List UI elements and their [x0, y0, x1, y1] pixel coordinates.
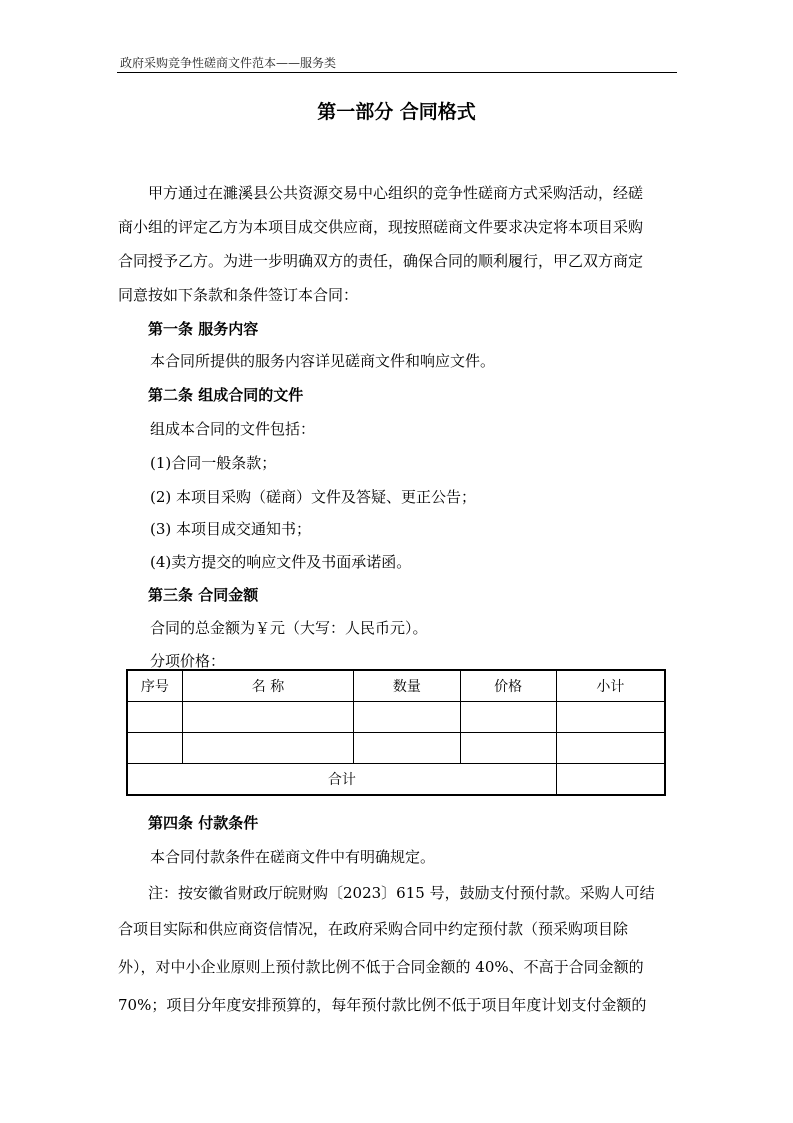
table-cell [182, 733, 354, 764]
article-2-item-4: (4)卖方提交的响应文件及书面承诺函。 [150, 553, 412, 571]
table-cell [556, 733, 665, 764]
article-4-note-line-3: 外），对中小企业原则上预付款比例不低于合同金额的 40%、不高于合同金额的 [118, 958, 644, 976]
table-total-row [127, 764, 665, 796]
table-header-cell: 序号 [127, 670, 182, 702]
intro-line-2: 商小组的评定乙方为本项目成交供应商，现按照磋商文件要求决定将本项目采购 [118, 218, 644, 236]
intro-line-1: 甲方通过在濉溪县公共资源交易中心组织的竞争性磋商方式采购活动，经磋 [148, 184, 644, 202]
table-row [127, 733, 665, 764]
intro-line-4: 同意按如下条款和条件签订本合同： [118, 286, 359, 304]
price-table [126, 669, 666, 796]
article-3-amount: 合同的总金额为￥元（大写：人民币元）。 [150, 619, 428, 637]
article-2-heading: 第二条 组成合同的文件 [148, 386, 304, 404]
table-header-row [127, 670, 665, 702]
article-1-heading: 第一条 服务内容 [148, 320, 259, 338]
article-4-heading: 第四条 付款条件 [148, 814, 259, 832]
table-cell [460, 733, 556, 764]
header-title: 政府采购竞争性磋商文件范本——服务类 [120, 56, 337, 70]
table-total-label: 合计 [127, 764, 556, 796]
article-4-note-line-1: 注：按安徽省财政厅皖财购〔2023〕615 号，鼓励支付预付款。采购人可结 [148, 884, 655, 902]
table-cell [556, 702, 665, 733]
article-4-note-line-2: 合项目实际和供应商资信情况，在政府采购合同中约定预付款（预采购项目除 [118, 920, 629, 938]
article-2-item-3: (3) 本项目成交通知书； [150, 520, 312, 538]
table-header-cell: 数量 [354, 670, 460, 702]
article-2-intro: 组成本合同的文件包括： [150, 420, 316, 438]
table-row [127, 702, 665, 733]
table-cell [354, 733, 460, 764]
table-cell [127, 733, 182, 764]
header-rule [117, 72, 677, 73]
article-2-item-1: (1)合同一般条款； [150, 454, 277, 472]
table-cell [354, 702, 460, 733]
table-header-cell: 价格 [460, 670, 556, 702]
article-3-itemized-label: 分项价格： [150, 652, 226, 670]
table-cell [460, 702, 556, 733]
article-4-note-line-4: 70%；项目分年度安排预算的，每年预付款比例不低于项目年度计划支付金额的 [118, 996, 647, 1014]
article-1-text: 本合同所提供的服务内容详见磋商文件和响应文件。 [150, 352, 496, 370]
table-header-cell: 小计 [556, 670, 665, 702]
article-3-heading: 第三条 合同金额 [148, 586, 259, 604]
table-total-value [556, 764, 665, 796]
article-4-text: 本合同付款条件在磋商文件中有明确规定。 [150, 848, 436, 866]
table-header-cell: 名 称 [182, 670, 354, 702]
page-title: 第一部分 合同格式 [317, 101, 476, 123]
table-cell [182, 702, 354, 733]
article-2-item-2: (2) 本项目采购（磋商）文件及答疑、更正公告； [150, 488, 477, 506]
intro-line-3: 合同授予乙方。为进一步明确双方的责任，确保合同的顺利履行，甲乙双方商定 [118, 252, 644, 270]
table-cell [127, 702, 182, 733]
